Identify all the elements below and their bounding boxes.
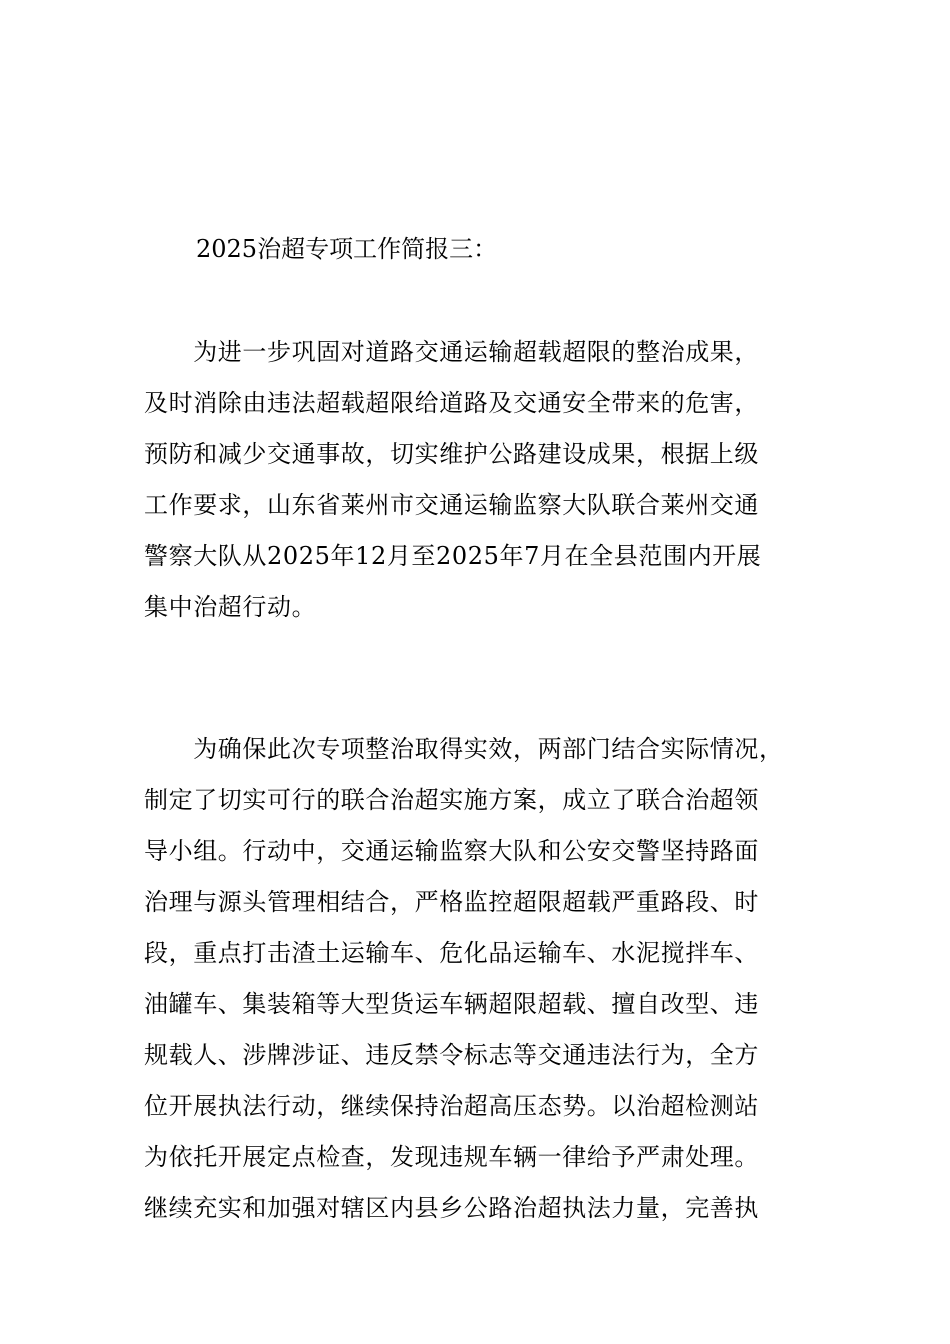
paragraph-line: 导小组。行动中，交通运输监察大队和公安交警坚持路面	[144, 837, 759, 865]
paragraph-line: 为确保此次专项整治取得实效，两部门结合实际情况，	[144, 735, 784, 763]
paragraph-line: 继续充实和加强对辖区内县乡公路治超执法力量，完善执	[144, 1194, 759, 1222]
paragraph-line: 规载人、涉牌涉证、违反禁令标志等交通违法行为，全方	[144, 1041, 759, 1069]
paragraph-line: 油罐车、集装箱等大型货运车辆超限超载、擅自改型、违	[144, 990, 759, 1018]
paragraph-line: 为进一步巩固对道路交通运输超载超限的整治成果，	[144, 338, 759, 366]
paragraph-line: 治理与源头管理相结合，严格监控超限超载严重路段、时	[144, 888, 759, 916]
paragraph-line: 集中治超行动。	[144, 593, 317, 621]
paragraph-line: 预防和减少交通事故，切实维护公路建设成果，根据上级	[144, 440, 759, 468]
paragraph-line: 制定了切实可行的联合治超实施方案，成立了联合治超领	[144, 786, 759, 814]
document-title: 2025治超专项工作简报三：	[196, 235, 498, 263]
paragraph-line: 工作要求，山东省莱州市交通运输监察大队联合莱州交通	[144, 491, 759, 519]
paragraph-2	[144, 724, 814, 1234]
paragraph-line: 警察大队从2025年12月至2025年7月在全县范围内开展	[144, 542, 762, 570]
paragraph-line: 段，重点打击渣土运输车、危化品运输车、水泥搅拌车、	[144, 939, 759, 967]
paragraph-line: 为依托开展定点检查，发现违规车辆一律给予严肃处理。	[144, 1143, 759, 1171]
paragraph-line: 及时消除由违法超载超限给道路及交通安全带来的危害，	[144, 389, 759, 417]
paragraph-line: 位开展执法行动，继续保持治超高压态势。以治超检测站	[144, 1092, 759, 1120]
paragraph-1	[144, 327, 814, 633]
